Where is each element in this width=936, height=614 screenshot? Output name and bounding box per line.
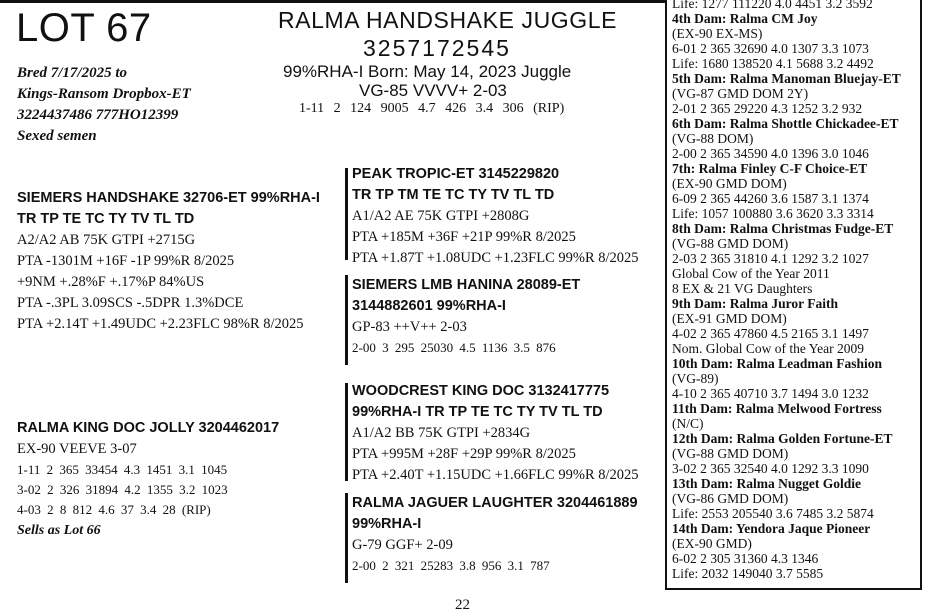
sire-dam-block [352,275,580,358]
dam-record-2: 3-02 2 326 31894 4.2 1355 3.2 1023 [17,482,228,497]
sire-sire-pta-2: PTA +1.87T +1.08UDC +1.23FLC 99%R 8/2025 [352,250,639,266]
page-number: 22 [455,597,470,613]
dam-dam-name: RALMA JAGUER LAUGHTER 3204461889 [352,495,638,511]
pedigree-dam-name: 14th Dam: Yendora Jaque Pioneer [672,521,871,536]
bred-sire: Kings-Ransom Dropbox-ET [17,86,191,102]
dam-block [17,418,279,539]
pedigree-dam-name: 11th Dam: Ralma Melwood Fortress [672,401,882,416]
dam-dam-registration: 99%RHA-I [352,516,422,532]
pedigree-detail-line: 6-09 2 365 44260 3.6 1587 3.1 1374 [672,191,869,206]
sire-pta-3: PTA -.3PL 3.09SCS -.5DPR 1.3%DCE [17,295,244,311]
pedigree-detail-line: Life: 1680 138520 4.1 5688 3.2 4492 [672,56,874,71]
dam-dam-rule [345,493,348,583]
pedigree-detail-line: Global Cow of the Year 2011 [672,266,830,281]
pedigree-detail-line: (EX-91 GMD DOM) [672,311,787,326]
sire-pta-1: PTA -1301M +16F -1P 99%R 8/2025 [17,253,235,269]
pedigree-dam-name: 10th Dam: Ralma Leadman Fashion [672,356,883,371]
pedigree-dam-name: 8th Dam: Ralma Christmas Fudge-ET [672,221,894,236]
sire-name: SIEMERS HANDSHAKE 32706-ET 99%RHA-I [17,190,320,206]
bred-sire-ids: 3224437486 777HO12399 [17,107,179,123]
sire-dam-rule [345,275,348,365]
dam-sire-pta-2: PTA +2.40T +1.15UDC +1.66FLC 99%R 8/2025 [352,467,639,483]
lot-title: LOT 67 [16,6,152,50]
dam-record-1: 1-11 2 365 33454 4.3 1451 3.1 1045 [17,462,228,477]
dam-sells-note: Sells as Lot 66 [17,523,101,538]
bred-semen-type: Sexed semen [17,128,97,144]
pedigree-detail-line: 2-03 2 365 31810 4.1 1292 3.2 1027 [672,251,869,266]
pedigree-detail-line: Life: 1057 100880 3.6 3620 3.3 3314 [672,206,874,221]
dam-sire-rule [345,383,348,481]
sire-sire-rule [345,168,348,260]
sire-codes: TR TP TE TC TY TV TL TD [17,211,195,227]
pedigree-detail-line: (EX-90 EX-MS) [672,26,763,41]
pedigree-detail-line: 2-01 2 365 29220 4.3 1252 3.2 932 [672,101,863,116]
sire-sire-name: PEAK TROPIC-ET 3145229820 [352,166,560,182]
sire-dam-classification: GP-83 ++V++ 2-03 [352,319,467,335]
cow-classification: VG-85 VVVV+ 2-03 [359,81,507,100]
pedigree-dam-name: 4th Dam: Ralma CM Joy [672,11,818,26]
dam-name: RALMA KING DOC JOLLY 3204462017 [17,420,280,436]
sire-dam-registration: 3144882601 99%RHA-I [352,298,506,314]
pedigree-detail-line: 6-01 2 365 32690 4.0 1307 3.3 1073 [672,41,869,56]
sire-block [17,188,320,335]
dam-sire-codes: 99%RHA-I TR TP TE TC TY TV TL TD [352,404,603,420]
dam-dam-block [352,493,638,576]
dam-sire-pta-1: PTA +995M +28F +29P 99%R 8/2025 [352,446,576,462]
pedigree-detail-line: (EX-90 GMD DOM) [672,176,787,191]
pedigree-detail-line: (VG-89) [672,371,719,386]
cow-record: 1-11 2 124 9005 4.7 426 3.4 306 (RIP) [299,101,565,116]
pedigree-detail-line: Life: 2032 149040 3.7 5585 [672,566,824,581]
sire-sire-genomics: A1/A2 AE 75K GTPI +2808G [352,208,530,224]
pedigree-detail-line: (VG-87 GMD DOM 2Y) [672,86,809,101]
pedigree-detail-line: (N/C) [672,416,704,431]
sire-dam-name: SIEMERS LMB HANINA 28089-ET [352,277,581,293]
dam-sire-name: WOODCREST KING DOC 3132417775 [352,383,610,399]
pedigree-detail-line: 4-02 2 365 47860 4.5 2165 3.1 1497 [672,326,869,341]
dam-sire-genomics: A1/A2 BB 75K GTPI +2834G [352,425,531,441]
cow-breed-born: 99%RHA-I Born: May 14, 2023 Juggle [283,62,572,81]
sire-genomics: A2/A2 AB 75K GTPI +2715G [17,232,196,248]
pedigree-detail-line: (EX-90 GMD) [672,536,752,551]
pedigree-box [665,0,922,590]
sire-sire-codes: TR TP TM TE TC TY TV TL TD [352,187,555,203]
pedigree-dam-name: 7th: Ralma Finley C-F Choice-ET [672,161,868,176]
breeding-info [17,63,191,147]
sire-dam-record: 2-00 3 295 25030 4.5 1136 3.5 876 [352,340,556,355]
pedigree-detail-line: 8 EX & 21 VG Daughters [672,281,813,296]
sire-pta-4: PTA +2.14T +1.49UDC +2.23FLC 98%R 8/2025 [17,316,304,332]
pedigree-detail-line: (VG-88 GMD DOM) [672,446,789,461]
sire-sire-block [352,164,639,269]
pedigree-detail-line: 2-00 2 365 34590 4.0 1396 3.0 1046 [672,146,869,161]
pedigree-detail-line: Life: 1277 111220 4.0 4451 3.2 3592 [672,0,873,11]
dam-sire-block [352,381,639,486]
pedigree-dam-name: 6th Dam: Ralma Shottle Chickadee-ET [672,116,899,131]
pedigree-dam-name: 13th Dam: Ralma Nugget Goldie [672,476,861,491]
pedigree-list [667,0,920,581]
pedigree-dam-name: 5th Dam: Ralma Manoman Bluejay-ET [672,71,901,86]
pedigree-detail-line: (VG-86 GMD DOM) [672,491,789,506]
cow-registration: 3257172545 [363,35,511,61]
bred-date: Bred 7/17/2025 to [17,65,128,81]
dam-classification: EX-90 VEEVE 3-07 [17,441,137,457]
dam-dam-classification: G-79 GGF+ 2-09 [352,537,453,553]
cow-name: RALMA HANDSHAKE JUGGLE [278,7,618,33]
pedigree-detail-line: 3-02 2 365 32540 4.0 1292 3.3 1090 [672,461,869,476]
top-rule [0,0,665,3]
dam-record-3: 4-03 2 8 812 4.6 37 3.4 28 (RIP) [17,502,211,517]
pedigree-detail-line: (VG-88 DOM) [672,131,754,146]
pedigree-dam-name: 12th Dam: Ralma Golden Fortune-ET [672,431,893,446]
dam-dam-record: 2-00 2 321 25283 3.8 956 3.1 787 [352,558,550,573]
sire-sire-pta-1: PTA +185M +36F +21P 99%R 8/2025 [352,229,576,245]
pedigree-detail-line: Life: 2553 205540 3.6 7485 3.2 5874 [672,506,874,521]
pedigree-detail-line: 6-02 2 305 31360 4.3 1346 [672,551,819,566]
pedigree-detail-line: Nom. Global Cow of the Year 2009 [672,341,864,356]
pedigree-dam-name: 9th Dam: Ralma Juror Faith [672,296,838,311]
sire-pta-2: +9NM +.28%F +.17%P 84%US [17,274,205,290]
pedigree-detail-line: (VG-88 GMD DOM) [672,236,789,251]
pedigree-detail-line: 4-10 2 365 40710 3.7 1494 3.0 1232 [672,386,869,401]
